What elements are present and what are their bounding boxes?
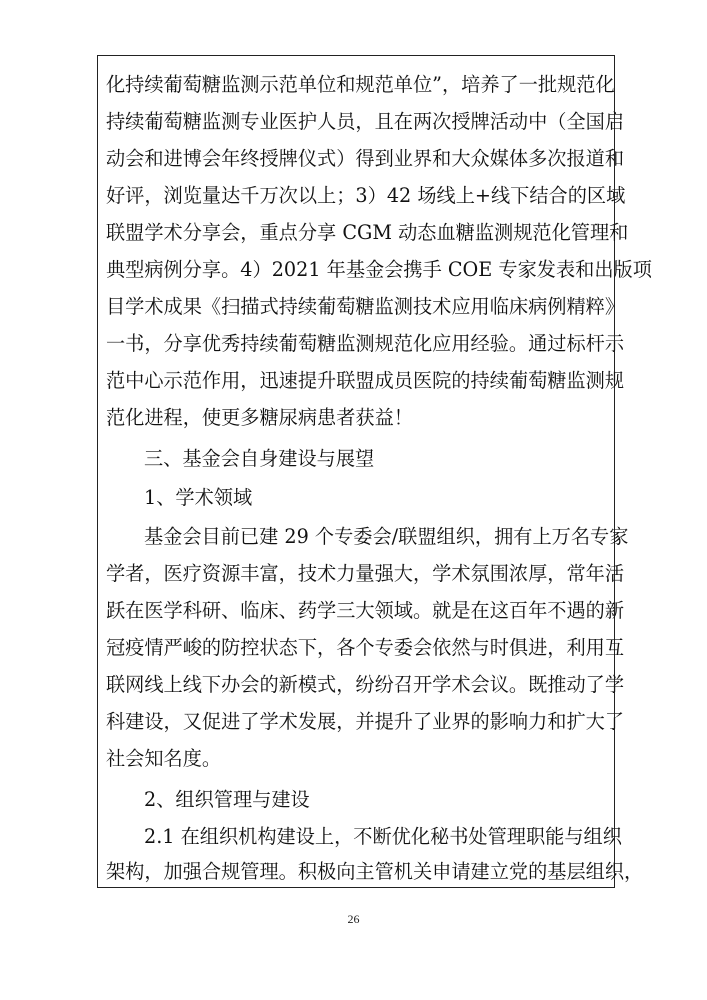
subsection-heading: 1、学术领域: [144, 486, 253, 509]
text-line: 一书，分享优秀持续葡萄糖监测规范化应用经验。通过标杆示: [106, 332, 625, 355]
text-line: 2.1 在组织机构建设上，不断优化秘书处管理职能与组织: [144, 825, 622, 848]
text-line: 跃在医学科研、临床、药学三大领域。就是在这百年不遇的新: [106, 599, 625, 622]
text-line: 科建设，又促进了学术发展，并提升了业界的影响力和扩大了: [106, 710, 625, 733]
text-line: 持续葡萄糖监测专业医护人员，且在两次授牌活动中（全国启: [106, 110, 625, 133]
text-line: 典型病例分享。4）2021 年基金会携手 COE 专家发表和出版项: [106, 258, 652, 281]
page-number: 26: [347, 912, 360, 926]
text-line: 社会知名度。: [106, 747, 222, 770]
text-line: 学者，医疗资源丰富，技术力量强大，学术氛围浓厚，常年活: [106, 562, 625, 585]
text-line: 范中心示范作用，迅速提升联盟成员医院的持续葡萄糖监测规: [106, 369, 625, 392]
section-heading: 三、基金会自身建设与展望: [144, 447, 375, 470]
text-line: 基金会目前已建 29 个专委会/联盟组织，拥有上万名专家: [144, 525, 629, 548]
text-line: 冠疫情严峻的防控状态下，各个专委会依然与时俱进，利用互: [106, 636, 625, 659]
subsection-heading: 2、组织管理与建设: [144, 788, 310, 811]
text-line: 范化进程，使更多糖尿病患者获益！: [106, 406, 413, 429]
text-line: 联盟学术分享会，重点分享 CGM 动态血糖监测规范化管理和: [106, 221, 629, 244]
text-line: 动会和进博会年终授牌仪式）得到业界和大众媒体多次报道和: [106, 147, 625, 170]
text-line: 目学术成果《扫描式持续葡萄糖监测技术应用临床病例精粹》: [106, 295, 625, 318]
text-line: 架构，加强合规管理。积极向主管机关申请建立党的基层组织，: [106, 860, 644, 883]
text-line: 化持续葡萄糖监测示范单位和规范单位”，培养了一批规范化: [106, 73, 615, 96]
text-line: 好评，浏览量达千万次以上；3）42 场线上+线下结合的区域: [106, 184, 626, 207]
text-line: 联网线上线下办会的新模式，纷纷召开学术会议。既推动了学: [106, 673, 625, 696]
